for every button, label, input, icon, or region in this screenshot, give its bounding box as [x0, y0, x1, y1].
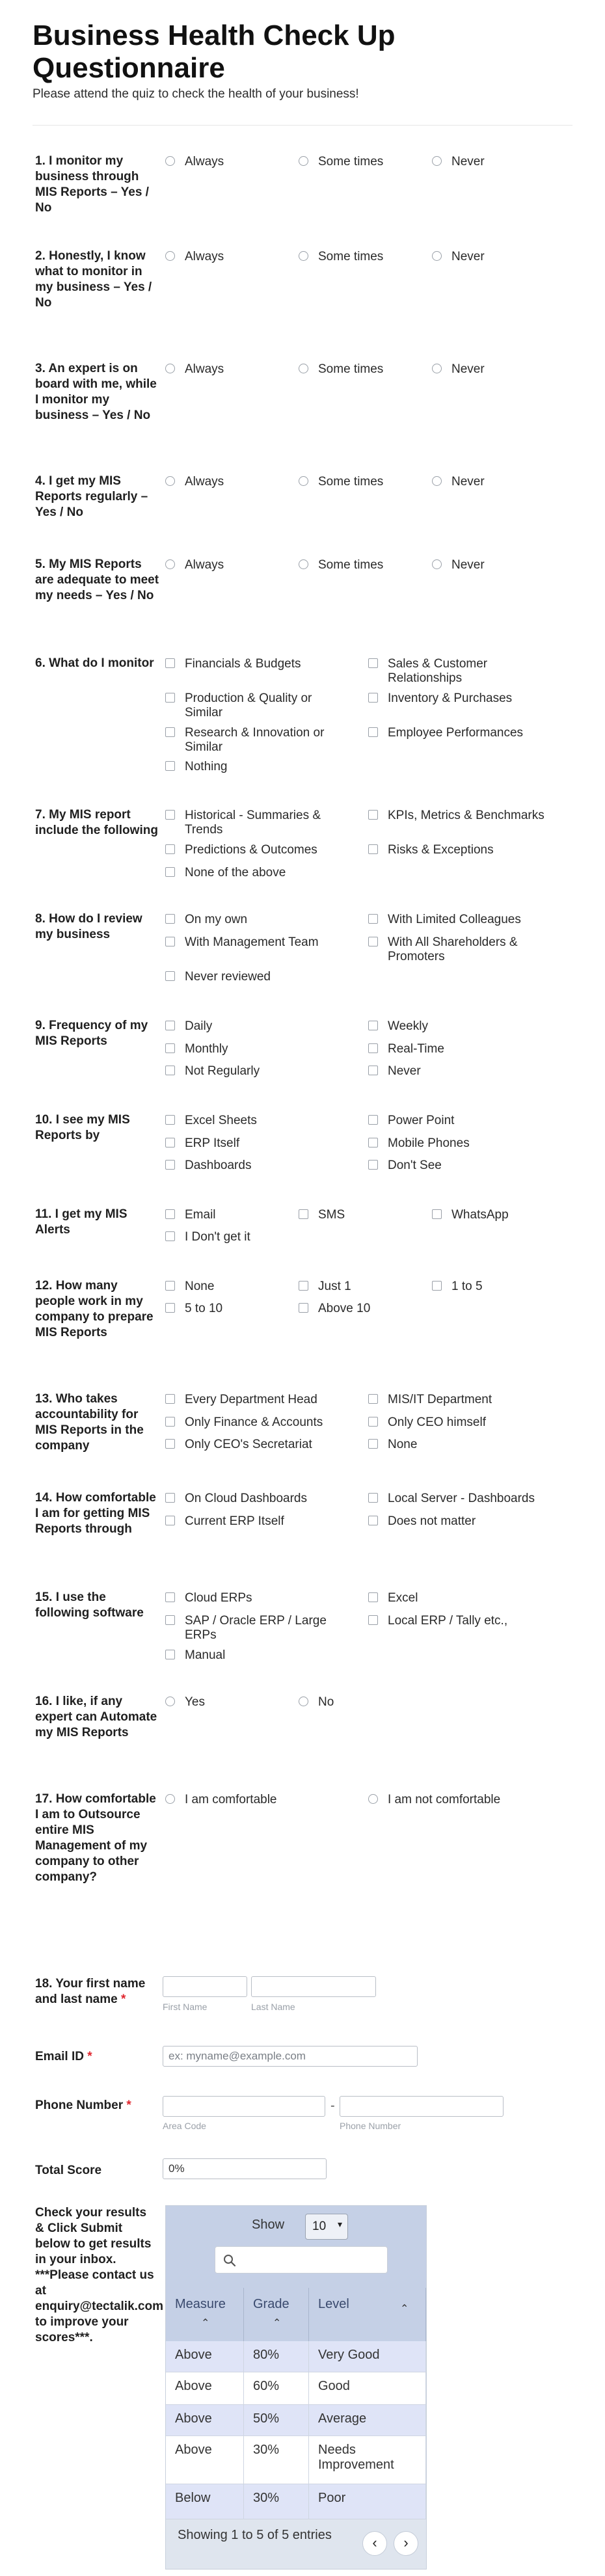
table-controls — [166, 2206, 426, 2288]
radio-button[interactable] — [432, 156, 442, 166]
phone-label: Phone Number * — [35, 2099, 131, 2112]
table-cell: Needs Improvement — [309, 2436, 426, 2484]
option-label: ERP Itself — [185, 1136, 240, 1150]
sort-icon: ⌃ — [201, 2318, 210, 2329]
email-input[interactable]: ex: myname@example.com — [163, 2046, 418, 2067]
table-cell: Poor — [309, 2484, 426, 2519]
checkbox[interactable] — [165, 1303, 175, 1313]
checkbox[interactable] — [368, 1592, 378, 1602]
table-cell: Above — [166, 2341, 244, 2372]
next-page-button[interactable]: › — [394, 2531, 418, 2556]
question-10-option[interactable] — [165, 1114, 344, 1128]
checkbox[interactable] — [165, 1209, 175, 1219]
radio-button[interactable] — [432, 476, 442, 486]
option-label: Historical - Summaries & Trends — [185, 809, 321, 837]
checkbox[interactable] — [165, 971, 175, 981]
question-2-label: 2. Honestly, I know what to monitor in my business – Yes / No — [35, 249, 152, 310]
option-label: Power Point — [388, 1114, 455, 1127]
option-label: Sales & Customer Relationships — [388, 657, 488, 685]
option-label: Never — [451, 558, 485, 572]
phone-number-input[interactable] — [340, 2096, 504, 2117]
option-label: Daily — [185, 1019, 213, 1033]
option-label: Don't See — [388, 1159, 442, 1172]
question-4-label: 4. I get my MIS Reports regularly – Yes / No — [35, 474, 148, 519]
option-label: 5 to 10 — [185, 1302, 223, 1315]
option-label: Never — [451, 250, 485, 263]
option-label: Only CEO himself — [388, 1415, 486, 1429]
question-4-option[interactable] — [432, 475, 556, 489]
required-mark: * — [87, 2050, 92, 2063]
question-1-label: 1. I monitor my business through MIS Reports – Yes / No — [35, 154, 149, 215]
question-11-label: 11. I get my MIS Alerts — [35, 1207, 128, 1237]
option-label: Some times — [318, 362, 384, 376]
radio-button[interactable] — [299, 251, 308, 261]
column-header-label: Measure — [175, 2297, 226, 2311]
question-6-option[interactable] — [165, 657, 344, 671]
checkbox[interactable] — [165, 1066, 175, 1075]
question-6-option[interactable] — [368, 726, 563, 740]
question-7-option[interactable] — [368, 809, 570, 823]
radio-button[interactable] — [165, 364, 175, 373]
question-1-option[interactable] — [299, 155, 422, 169]
question-7-option[interactable] — [368, 843, 570, 857]
table-cell: Above — [166, 2436, 244, 2484]
option-label: Never — [451, 155, 485, 168]
option-label: Production & Quality or Similar — [185, 691, 312, 719]
checkbox[interactable] — [432, 1281, 442, 1291]
table-cell: 30% — [244, 2484, 309, 2519]
checkbox[interactable] — [368, 1493, 378, 1503]
question-8-label: 8. How do I review my business — [35, 912, 142, 941]
first-name-input[interactable] — [163, 1976, 247, 1997]
option-label: Cloud ERPs — [185, 1591, 252, 1605]
question-9-option[interactable] — [368, 1064, 563, 1079]
question-11-option[interactable] — [432, 1208, 556, 1222]
option-label: Some times — [318, 475, 384, 489]
radio-button[interactable] — [432, 251, 442, 261]
question-11-option[interactable] — [165, 1230, 344, 1244]
checkbox[interactable] — [368, 1516, 378, 1525]
checkbox[interactable] — [165, 1281, 175, 1291]
checkbox[interactable] — [165, 693, 175, 703]
question-14-option[interactable] — [165, 1492, 360, 1506]
question-12-option[interactable] — [299, 1280, 422, 1294]
table-cell: Average — [309, 2405, 426, 2436]
checkbox[interactable] — [165, 867, 175, 877]
radio-button[interactable] — [165, 476, 175, 486]
form-header — [33, 20, 572, 101]
question-6-label: 6. What do I monitor — [35, 656, 154, 670]
checkbox[interactable] — [165, 1021, 175, 1030]
radio-button[interactable] — [432, 364, 442, 373]
radio-button[interactable] — [165, 1794, 175, 1804]
radio-button[interactable] — [165, 559, 175, 569]
question-13-option[interactable] — [165, 1415, 344, 1430]
question-5-option[interactable] — [165, 558, 289, 572]
option-label: Never reviewed — [185, 970, 271, 984]
option-label: Dashboards — [185, 1159, 252, 1172]
option-label: With Limited Colleagues — [388, 913, 521, 926]
checkbox[interactable] — [368, 1160, 378, 1170]
option-label: Inventory & Purchases — [388, 691, 513, 705]
checkbox[interactable] — [165, 914, 175, 924]
checkbox[interactable] — [368, 1021, 378, 1030]
question-9-label: 9. Frequency of my MIS Reports — [35, 1019, 148, 1048]
option-label: Financials & Budgets — [185, 657, 301, 671]
table-row — [166, 2405, 426, 2436]
question-15-option[interactable] — [165, 1614, 344, 1643]
question-5-label: 5. My MIS Reports are adequate to meet my needs – Yes / No — [35, 557, 159, 602]
option-label: With All Shareholders & Promoters — [388, 935, 518, 963]
total-score-label: Total Score — [35, 2164, 102, 2177]
option-label: Yes — [185, 1695, 205, 1709]
option-label: MIS/IT Department — [388, 1393, 492, 1406]
option-label: With Management Team — [185, 935, 319, 949]
option-label: Above 10 — [318, 1302, 371, 1315]
checkbox[interactable] — [165, 1615, 175, 1625]
option-label: Always — [185, 362, 224, 376]
radio-button[interactable] — [299, 1697, 308, 1706]
table-search-input[interactable] — [215, 2246, 388, 2274]
question-13-option[interactable] — [368, 1415, 563, 1430]
question-14-option[interactable] — [165, 1514, 360, 1529]
option-label: Every Department Head — [185, 1393, 317, 1406]
question-4-option[interactable] — [299, 475, 422, 489]
option-label: Predictions & Outcomes — [185, 843, 317, 857]
table-cell: Below — [166, 2484, 244, 2519]
search-icon — [223, 2254, 236, 2267]
radio-button[interactable] — [368, 1794, 378, 1804]
option-label: None — [388, 1438, 418, 1451]
question-8-option[interactable] — [165, 935, 344, 950]
column-header[interactable] — [166, 2288, 244, 2341]
show-entries-label: Show — [252, 2218, 285, 2232]
question-2-option[interactable] — [165, 250, 289, 264]
option-label: Always — [185, 558, 224, 572]
question-9-option[interactable] — [165, 1064, 344, 1079]
table-info: Showing 1 to 5 of 5 entries — [178, 2528, 332, 2542]
question-10-option[interactable] — [368, 1159, 563, 1173]
checkbox[interactable] — [165, 1160, 175, 1170]
total-score-field: 0% — [163, 2158, 327, 2179]
checkbox[interactable] — [368, 1439, 378, 1449]
question-8-option[interactable] — [368, 913, 563, 927]
question-13-option[interactable] — [165, 1438, 344, 1452]
question-9-option[interactable] — [368, 1019, 563, 1034]
area-code-input[interactable] — [163, 2096, 325, 2117]
checkbox[interactable] — [432, 1209, 442, 1219]
last-name-sublabel: Last Name — [251, 2002, 295, 2012]
table-cell: Good — [309, 2372, 426, 2405]
checkbox[interactable] — [299, 1281, 308, 1291]
option-label: I am not comfortable — [388, 1793, 501, 1806]
checkbox[interactable] — [368, 1417, 378, 1427]
question-3-option[interactable] — [432, 362, 556, 377]
checkbox[interactable] — [368, 1394, 378, 1404]
question-7-option[interactable] — [165, 843, 344, 857]
checkbox[interactable] — [368, 693, 378, 703]
option-label: WhatsApp — [451, 1208, 509, 1222]
table-row — [166, 2372, 426, 2405]
table-cell: 30% — [244, 2436, 309, 2484]
email-label: Email ID * — [35, 2050, 92, 2063]
option-label: Employee Performances — [388, 726, 524, 740]
phone-number-sublabel: Phone Number — [340, 2121, 401, 2131]
question-17-option[interactable] — [165, 1793, 344, 1807]
option-label: Always — [185, 250, 224, 263]
question-16-option[interactable] — [299, 1695, 422, 1710]
checkbox[interactable] — [368, 727, 378, 737]
checkbox[interactable] — [165, 1592, 175, 1602]
radio-button[interactable] — [299, 476, 308, 486]
checkbox[interactable] — [165, 1115, 175, 1125]
question-1-option[interactable] — [165, 155, 289, 169]
results-table-widget — [165, 2205, 427, 2569]
table-cell: Very Good — [309, 2341, 426, 2372]
checkbox[interactable] — [368, 658, 378, 668]
question-10-option[interactable] — [165, 1136, 344, 1151]
question-15-option[interactable] — [165, 1648, 344, 1663]
question-10-option[interactable] — [165, 1159, 344, 1173]
radio-button[interactable] — [165, 251, 175, 261]
radio-button[interactable] — [299, 559, 308, 569]
question-7-label: 7. My MIS report include the following — [35, 808, 158, 837]
page-title: Business Health Check Up Questionnaire — [33, 20, 396, 84]
question-12-label: 12. How many people work in my company to prepare MIS Reports — [35, 1279, 154, 1339]
option-label: Always — [185, 155, 224, 168]
question-5-option[interactable] — [299, 558, 422, 572]
question-8-option[interactable] — [165, 913, 344, 927]
question-14-label: 14. How comfortable I am for getting MIS Reports through — [35, 1491, 156, 1536]
table-row — [166, 2436, 426, 2484]
sort-icon: ⌃ — [400, 2303, 409, 2314]
checkbox[interactable] — [165, 1516, 175, 1525]
option-label: Mobile Phones — [388, 1136, 470, 1150]
radio-button[interactable] — [432, 559, 442, 569]
area-code-sublabel: Area Code — [163, 2121, 206, 2131]
table-cell: 50% — [244, 2405, 309, 2436]
question-10-label: 10. I see my MIS Reports by — [35, 1113, 130, 1142]
checkbox[interactable] — [165, 1650, 175, 1659]
question-13-option[interactable] — [165, 1393, 344, 1407]
question-8-option[interactable] — [368, 935, 563, 964]
option-label: None of the above — [185, 866, 286, 879]
question-12-option[interactable] — [432, 1280, 556, 1294]
checkbox[interactable] — [165, 1138, 175, 1147]
option-label: SMS — [318, 1208, 345, 1222]
checkbox[interactable] — [299, 1209, 308, 1219]
checkbox[interactable] — [165, 810, 175, 820]
question-2-option[interactable] — [432, 250, 556, 264]
option-label: Just 1 — [318, 1280, 351, 1293]
option-label: Only Finance & Accounts — [185, 1415, 323, 1429]
option-label: 1 to 5 — [451, 1280, 483, 1293]
column-header[interactable] — [244, 2288, 309, 2341]
option-label: SAP / Oracle ERP / Large ERPs — [185, 1614, 327, 1642]
question-17-option[interactable] — [368, 1793, 563, 1807]
option-label: On my own — [185, 913, 248, 926]
option-label: Never — [388, 1064, 421, 1078]
required-mark: * — [121, 1992, 126, 2006]
option-label: Local ERP / Tally etc., — [388, 1614, 508, 1628]
question-16-label: 16. I like, if any expert can Automate my MIS Reports — [35, 1695, 157, 1739]
option-label: Only CEO's Secretariat — [185, 1438, 312, 1451]
option-label: None — [185, 1280, 215, 1293]
question-6-option[interactable] — [368, 657, 563, 686]
checkbox[interactable] — [299, 1303, 308, 1313]
column-header-label: Level — [318, 2297, 349, 2311]
table-cell: Above — [166, 2405, 244, 2436]
checkbox[interactable] — [165, 1417, 175, 1427]
option-label: On Cloud Dashboards — [185, 1492, 307, 1505]
radio-button[interactable] — [165, 156, 175, 166]
option-label: Real-Time — [388, 1042, 444, 1056]
question-7-option[interactable] — [165, 809, 344, 837]
question-14-option[interactable] — [368, 1514, 563, 1529]
question-15-option[interactable] — [165, 1591, 344, 1605]
question-12-option[interactable] — [165, 1302, 289, 1316]
question-16-option[interactable] — [165, 1695, 289, 1710]
radio-button[interactable] — [165, 1697, 175, 1706]
checkbox[interactable] — [165, 1394, 175, 1404]
name-label: 18. Your first name and last name * — [35, 1977, 146, 2006]
chevron-down-icon: ▾ — [337, 2219, 342, 2229]
checkbox[interactable] — [368, 1615, 378, 1625]
question-12-option[interactable] — [165, 1280, 289, 1294]
question-5-option[interactable] — [432, 558, 556, 572]
checkbox[interactable] — [165, 727, 175, 737]
question-15-option[interactable] — [368, 1614, 563, 1628]
option-label: Research & Innovation or Similar — [185, 726, 325, 754]
question-6-option[interactable] — [368, 691, 563, 706]
question-7-option[interactable] — [165, 866, 344, 880]
checkbox[interactable] — [368, 914, 378, 924]
last-name-input[interactable] — [251, 1976, 376, 1997]
option-label: Current ERP Itself — [185, 1514, 284, 1528]
question-11-option[interactable] — [299, 1208, 422, 1222]
question-9-option[interactable] — [165, 1042, 344, 1056]
option-label: Some times — [318, 250, 384, 263]
page-subtitle: Please attend the quiz to check the health of your business! — [33, 87, 359, 101]
question-10-option[interactable] — [368, 1114, 563, 1128]
question-13-option[interactable] — [368, 1438, 563, 1452]
table-cell: 60% — [244, 2372, 309, 2405]
required-mark: * — [126, 2099, 131, 2112]
table-cell: 80% — [244, 2341, 309, 2372]
checkbox[interactable] — [368, 1138, 378, 1147]
checkbox[interactable] — [165, 844, 175, 854]
option-label: Manual — [185, 1648, 226, 1662]
question-9-option[interactable] — [368, 1042, 563, 1056]
question-6-option[interactable] — [165, 691, 344, 720]
option-label: Does not matter — [388, 1514, 476, 1528]
option-label: Some times — [318, 558, 384, 572]
question-1-option[interactable] — [432, 155, 556, 169]
option-label: Nothing — [185, 760, 228, 773]
checkbox[interactable] — [368, 1066, 378, 1075]
question-12-option[interactable] — [299, 1302, 422, 1316]
prev-page-button[interactable]: ‹ — [362, 2531, 387, 2556]
header-divider — [33, 125, 572, 126]
radio-button[interactable] — [299, 156, 308, 166]
question-11-option[interactable] — [165, 1208, 289, 1222]
checkbox[interactable] — [165, 761, 175, 771]
checkbox[interactable] — [165, 658, 175, 668]
sort-icon: ⌃ — [273, 2318, 282, 2329]
option-label: Never — [451, 475, 485, 489]
option-label: Email — [185, 1208, 216, 1222]
option-label: Excel Sheets — [185, 1114, 257, 1127]
checkbox[interactable] — [165, 1231, 175, 1241]
option-label: Excel — [388, 1591, 418, 1605]
question-14-option[interactable] — [368, 1492, 570, 1506]
checkbox[interactable] — [368, 1043, 378, 1053]
question-13-option[interactable] — [368, 1393, 563, 1407]
checkbox[interactable] — [368, 844, 378, 854]
checkbox[interactable] — [368, 937, 378, 946]
option-label: KPIs, Metrics & Benchmarks — [388, 809, 544, 822]
question-6-option[interactable] — [165, 760, 344, 774]
checkbox[interactable] — [368, 810, 378, 820]
column-header[interactable] — [309, 2288, 426, 2341]
question-9-option[interactable] — [165, 1019, 344, 1034]
question-3-option[interactable] — [299, 362, 422, 377]
table-row — [166, 2484, 426, 2519]
table-cell: Above — [166, 2372, 244, 2405]
results-note: Check your results & Click Submit below to get results in your inbox. ***Please contact us at enquiry@tectalik.com to improve your scores***. — [35, 2206, 163, 2344]
first-name-sublabel: First Name — [163, 2002, 208, 2012]
question-13-label: 13. Who takes accountability for MIS Reports in the company — [35, 1392, 144, 1453]
option-label: Monthly — [185, 1042, 228, 1056]
question-15-label: 15. I use the following software — [35, 1590, 144, 1620]
checkbox[interactable] — [165, 1493, 175, 1503]
checkbox[interactable] — [165, 937, 175, 946]
option-label: Not Regularly — [185, 1064, 260, 1078]
table-row — [166, 2341, 426, 2372]
page-size-select[interactable]: 10 ▾ — [305, 2214, 348, 2240]
question-10-option[interactable] — [368, 1136, 563, 1151]
option-label: Always — [185, 475, 224, 489]
checkbox[interactable] — [165, 1439, 175, 1449]
option-label: Weekly — [388, 1019, 428, 1033]
question-3-option[interactable] — [165, 362, 289, 377]
option-label: No — [318, 1695, 334, 1709]
option-label: Local Server - Dashboards — [388, 1492, 535, 1505]
phone-dash: - — [330, 2099, 335, 2113]
option-label: Risks & Exceptions — [388, 843, 494, 857]
checkbox[interactable] — [165, 1043, 175, 1053]
question-2-option[interactable] — [299, 250, 422, 264]
question-15-option[interactable] — [368, 1591, 563, 1605]
question-17-label: 17. How comfortable I am to Outsource entire MIS Management of my company to other company? — [35, 1792, 156, 1884]
question-6-option[interactable] — [165, 726, 344, 755]
checkbox[interactable] — [368, 1115, 378, 1125]
radio-button[interactable] — [299, 364, 308, 373]
option-label: I Don't get it — [185, 1230, 250, 1244]
question-8-option[interactable] — [165, 970, 344, 984]
question-4-option[interactable] — [165, 475, 289, 489]
option-label: I am comfortable — [185, 1793, 277, 1806]
question-3-label: 3. An expert is on board with me, while I monitor my business – Yes / No — [35, 362, 157, 422]
option-label: Never — [451, 362, 485, 376]
option-label: Some times — [318, 155, 384, 168]
column-header-label: Grade — [253, 2297, 289, 2311]
